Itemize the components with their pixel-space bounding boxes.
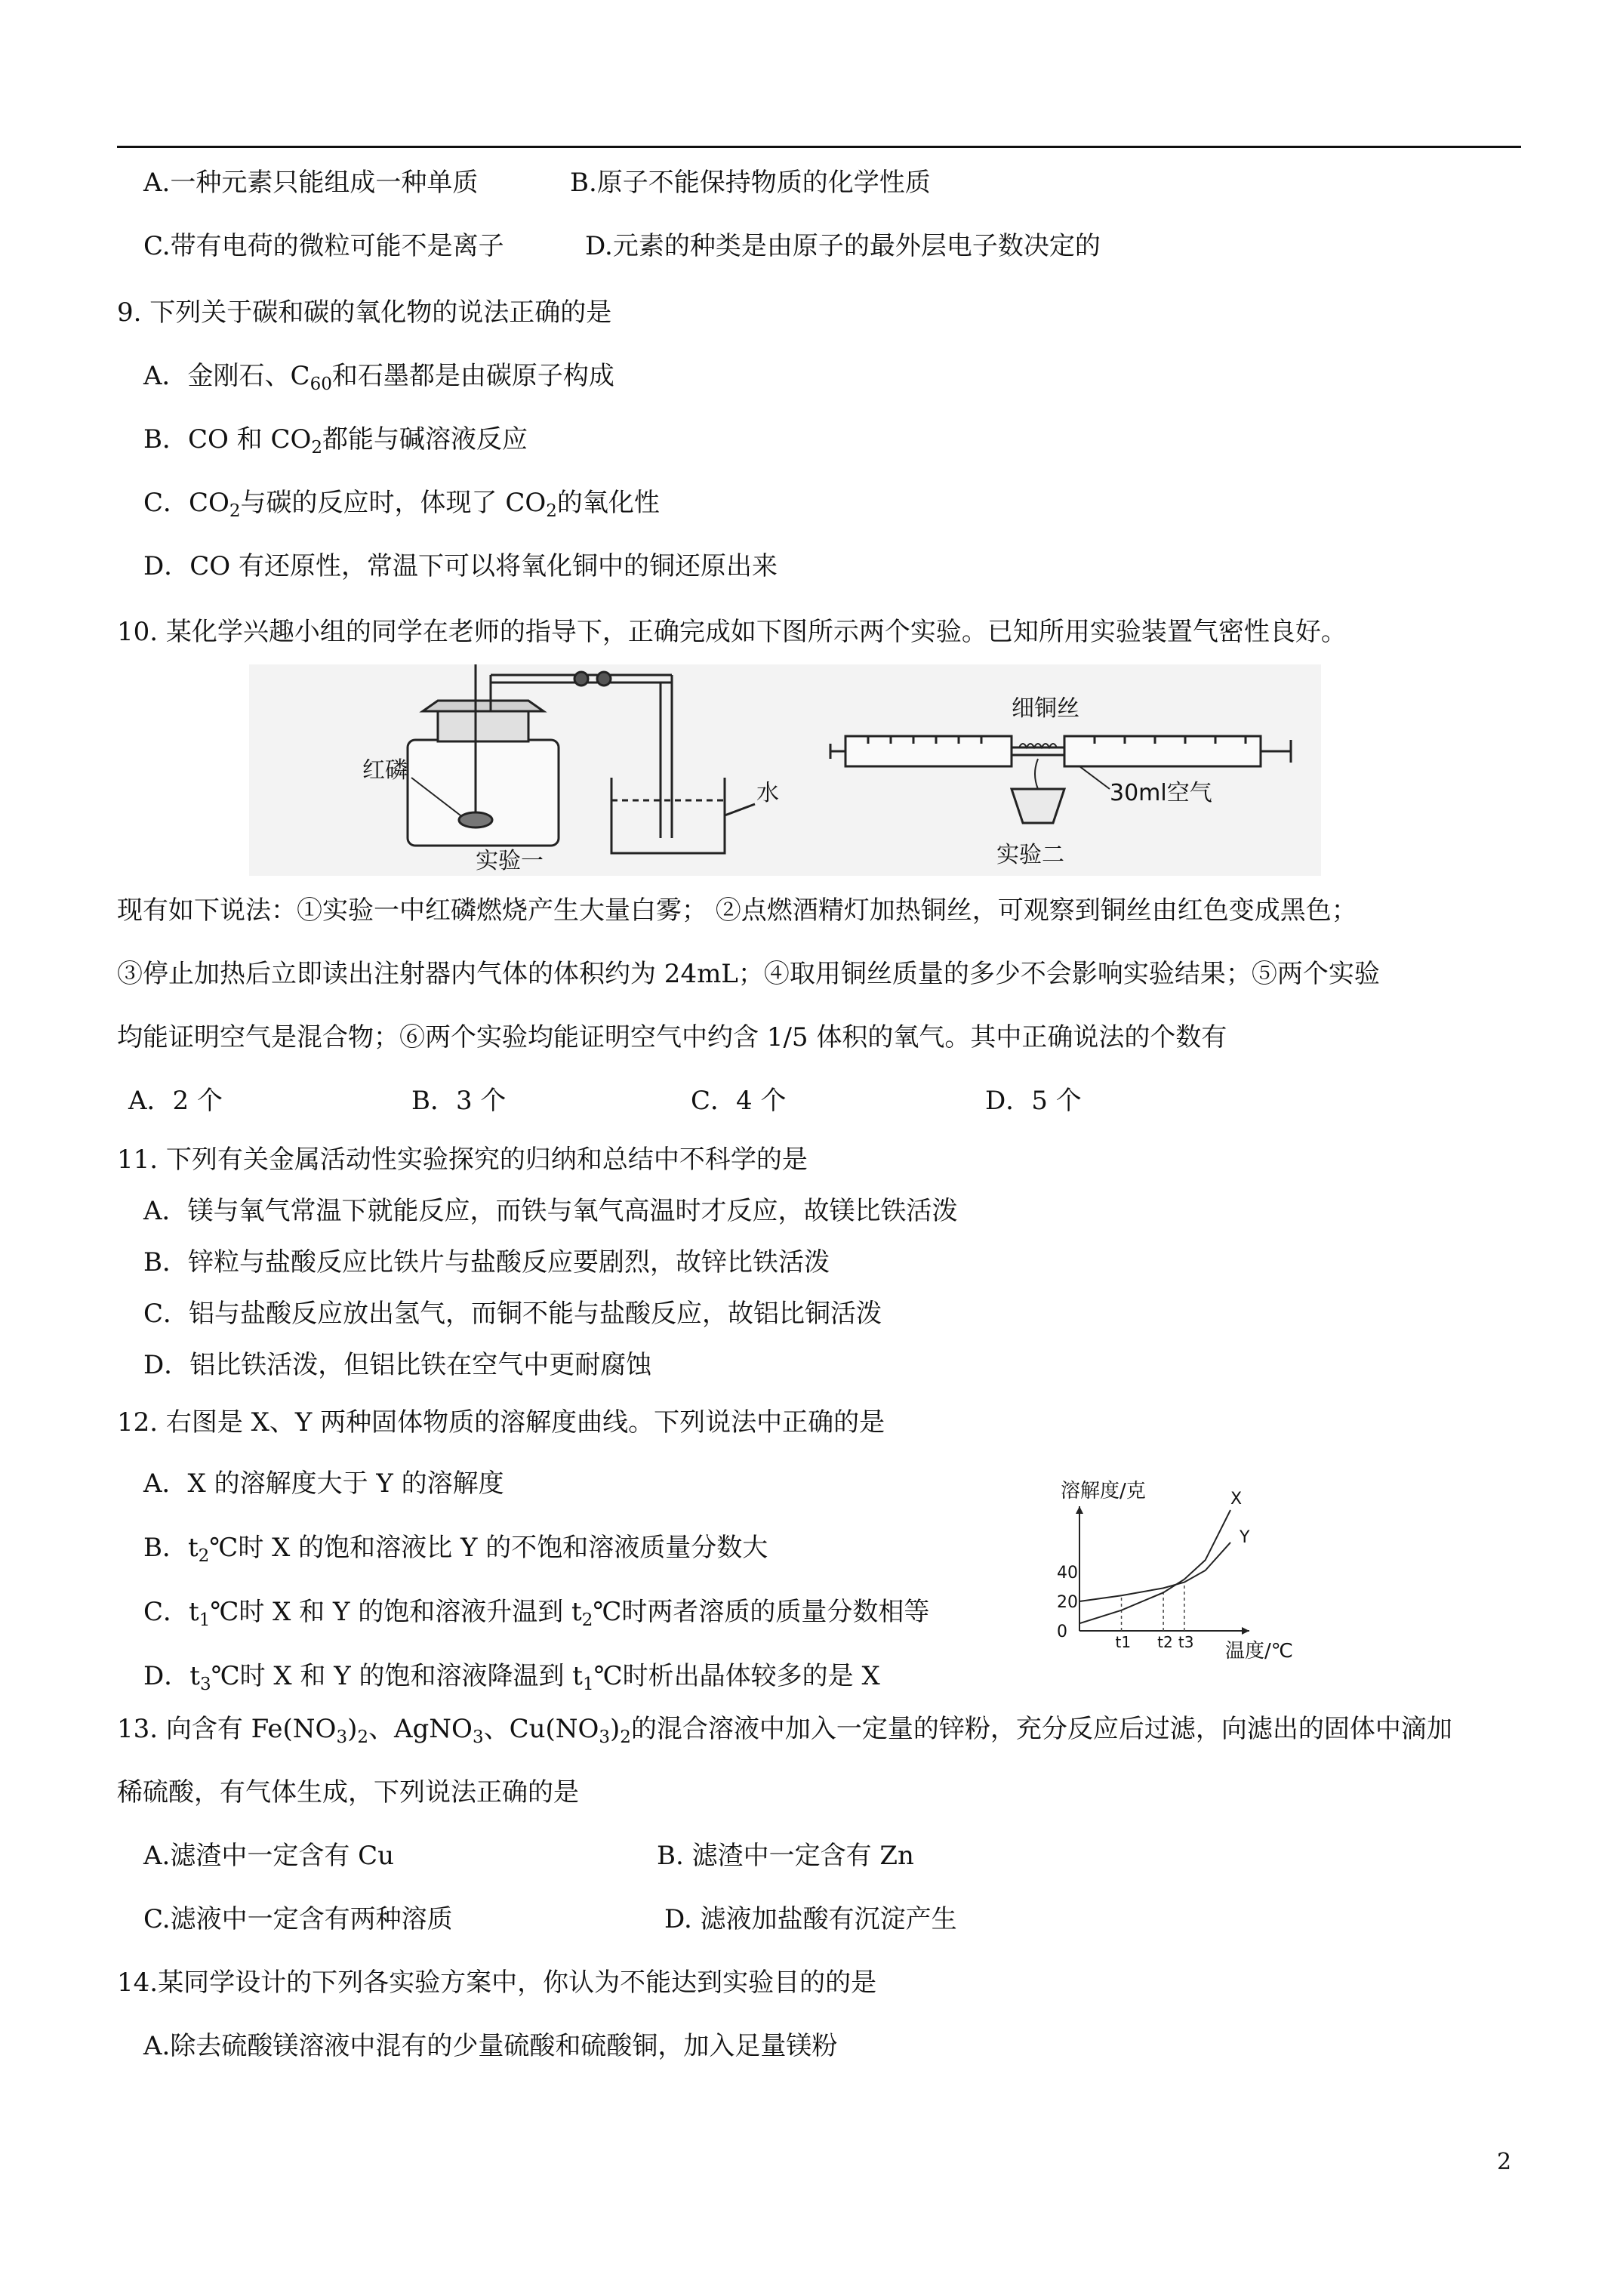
q10-experiment-figure — [249, 664, 1321, 876]
q10-statement-line1: 现有如下说法：①实验一中红磷燃烧产生大量白雾； ②点燃酒精灯加热铜丝，可观察到铜丝由红色变成黑色； — [117, 895, 1357, 926]
q11-option-d: D．铝比铁活泼，但铝比铁在空气中更耐腐蚀 — [143, 1350, 652, 1380]
q11-stem: 11. 下列有关金属活动性实验探究的归纳和总结中不科学的是 — [117, 1145, 808, 1175]
label-red-phosphorus: 红磷 — [362, 757, 408, 784]
x-tick-label: t2 — [1157, 1633, 1173, 1651]
header-rule — [117, 146, 1521, 148]
chart-marks — [1079, 1490, 1250, 1623]
q13-option-c: C.滤液中一定含有两种溶质 — [143, 1904, 453, 1934]
q13-option-a: A.滤渣中一定含有 Cu — [143, 1841, 395, 1871]
y-tick-label: 40 — [1057, 1563, 1078, 1583]
q11-option-a: A．镁与氧气常温下就能反应，而铁与氧气高温时才反应，故镁比铁活泼 — [143, 1196, 958, 1226]
q12-stem: 12. 右图是 X、Y 两种固体物质的溶解度曲线。下列说法中正确的是 — [117, 1407, 885, 1438]
q9-option-d: D．CO 有还原性，常温下可以将氧化铜中的铜还原出来 — [143, 551, 778, 581]
q12-option-c: C．$t_1℃$时 X 和 Y 的饱和溶液升温到 $t_2℃$时两者溶质的质量分数相等 — [143, 1597, 930, 1630]
q11-option-c: C．铝与盐酸反应放出氢气，而铜不能与盐酸反应，故铝比铜活泼 — [143, 1299, 882, 1329]
q9-option-a: A．金刚石、$C_{60}$和石墨都是由碳原子构成 — [143, 361, 614, 394]
q9-stem: 9. 下列关于碳和碳的氧化物的说法正确的是 — [117, 297, 612, 328]
series-x-label: X — [1230, 1490, 1243, 1509]
q14-option-a: A.除去硫酸镁溶液中混有的少量硫酸和硫酸铜，加入足量镁粉 — [143, 2031, 838, 2061]
chart-ylabel: 溶解度/克 — [1061, 1480, 1146, 1502]
q10-option-a: A．2 个 — [128, 1086, 223, 1116]
y-tick-label: 0 — [1057, 1623, 1067, 1641]
q10-stem: 10. 某化学兴趣小组的同学在老师的指导下，正确完成如下图所示两个实验。已知所用实验装置气密性良好。 — [117, 617, 1347, 647]
q14-stem: 14.某同学设计的下列各实验方案中，你认为不能达到实验目的的是 — [117, 1968, 877, 1998]
x-tick-label: t1 — [1115, 1633, 1132, 1651]
q8-option-a: A.一种元素只能组成一种单质 — [143, 168, 479, 198]
q13-option-b: B. 滤渣中一定含有 Zn — [657, 1841, 914, 1871]
series-y-label: Y — [1240, 1527, 1250, 1547]
label-exp1: 实验一 — [476, 848, 544, 874]
q9-option-c: C．$CO_2$与碳的反应时，体现了 $CO_2$的氧化性 — [143, 488, 660, 521]
q13-option-d: D. 滤液加盐酸有沉淀产生 — [664, 1904, 957, 1934]
q9-option-b: B．CO 和 $CO_2$都能与碱溶液反应 — [143, 424, 528, 458]
q10-option-c: C．4 个 — [691, 1086, 787, 1116]
series-y-curve — [1079, 1542, 1230, 1601]
q11-option-b: B．锌粒与盐酸反应比铁片与盐酸反应要剧烈，故锌比铁活泼 — [143, 1247, 830, 1277]
q12-option-d: D．$t_3℃$时 X 和 Y 的饱和溶液降温到 $t_1℃$时析出晶体较多的是 X — [143, 1661, 880, 1694]
q10-option-d: D．5 个 — [985, 1086, 1082, 1116]
chart-axes — [1057, 1506, 1249, 1651]
q8-option-b: B.原子不能保持物质的化学性质 — [570, 168, 931, 198]
label-copper-wire: 细铜丝 — [1012, 695, 1079, 722]
q12-option-b: B．$t_2℃$时 X 的饱和溶液比 Y 的不饱和溶液质量分数大 — [143, 1533, 768, 1566]
page-number: 2 — [1497, 2149, 1512, 2175]
q13-stem: 13. 向含有 $Fe(NO_3)_2$、AgNO$_3$、$Cu(NO_3)_2$的混合溶液中加入一定量的锌粉，充分反应后过滤，向滤出的固体中滴加 — [117, 1714, 1452, 1747]
label-exp2: 实验二 — [996, 842, 1064, 868]
q13-stem-line2: 稀硫酸，有气体生成，下列说法正确的是 — [117, 1777, 579, 1808]
q10-statement-line2: ③停止加热后立即读出注射器内气体的体积约为 24mL；④取用铜丝质量的多少不会影响实验结果；⑤两个实验 — [117, 959, 1380, 989]
y-axis-arrow — [1076, 1506, 1083, 1514]
q12-option-a: A．X 的溶解度大于 Y 的溶解度 — [143, 1469, 504, 1499]
x-tick-label: t3 — [1178, 1633, 1194, 1651]
label-water: 水 — [756, 780, 779, 806]
x-axis-arrow — [1242, 1627, 1249, 1635]
solubility-chart — [1046, 1476, 1317, 1680]
y-tick-label: 20 — [1057, 1592, 1078, 1612]
q8-option-c: C.带有电荷的微粒可能不是离子 — [143, 231, 504, 261]
chart-xlabel: 温度/℃ — [1225, 1640, 1293, 1663]
q10-option-b: B．3 个 — [411, 1086, 507, 1116]
label-air: 30ml空气 — [1110, 780, 1212, 806]
q8-option-d: D.元素的种类是由原子的最外层电子数决定的 — [585, 231, 1101, 261]
q10-statement-line3: 均能证明空气是混合物；⑥两个实验均能证明空气中约含 1/5 体积的氧气。其中正确说法的个数有 — [117, 1022, 1227, 1052]
